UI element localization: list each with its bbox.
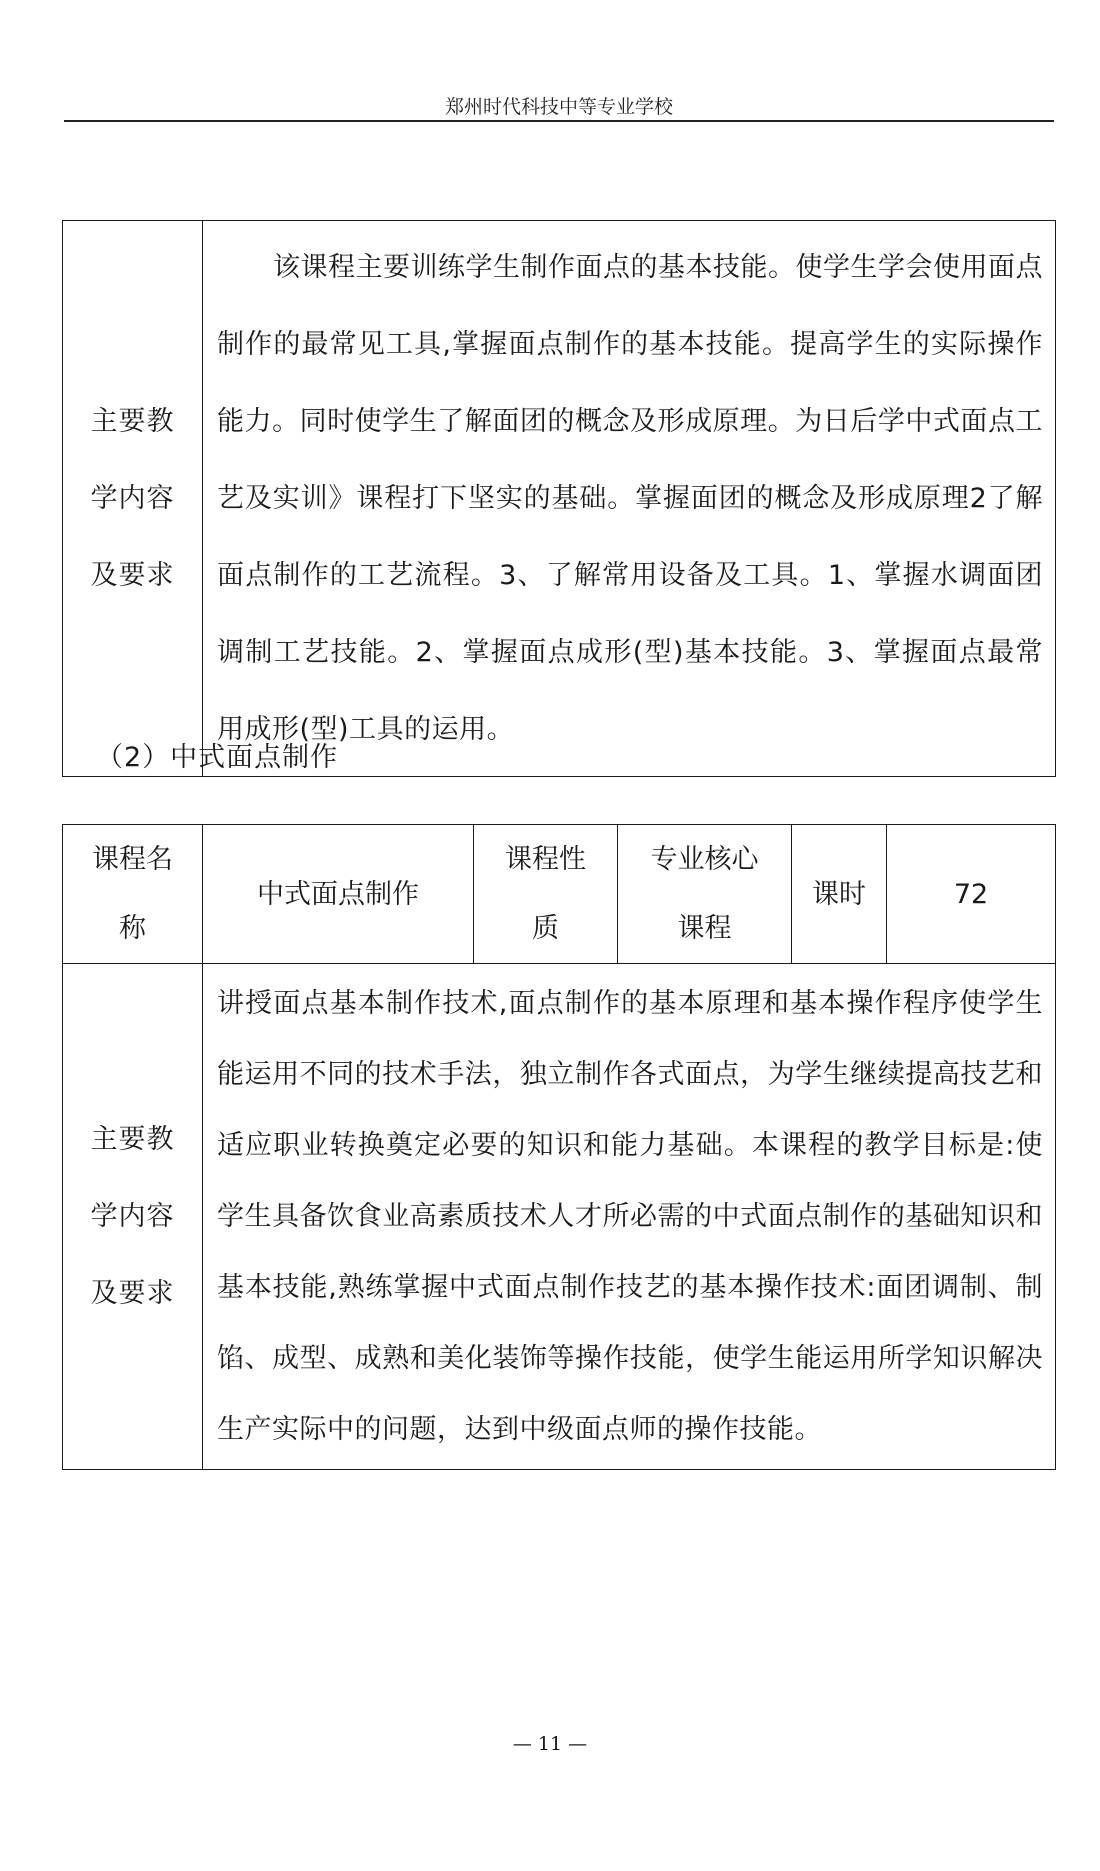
- course-name-label: [63, 825, 203, 964]
- page-header-school-name: 郑州时代科技中等专业学校: [444, 96, 673, 118]
- content-table-1: [62, 220, 1056, 777]
- label-line: 主要教: [90, 1124, 175, 1155]
- label-line: 称: [119, 913, 146, 944]
- value-line: 专业核心: [650, 844, 759, 875]
- value-line: 课程: [677, 913, 732, 944]
- requirements-label: [63, 964, 203, 1470]
- label-line: 主要教: [90, 406, 175, 437]
- table-row: [63, 964, 1056, 1470]
- label-line: 质: [532, 913, 559, 944]
- label-line: 学内容: [90, 483, 175, 514]
- course-type-value: [618, 825, 792, 964]
- requirements-content: 该课程主要训练学生制作面点的基本技能。使学生学会使用面点制作的最常见工具,掌握面点制作的基本技能。提高学生的实际操作能力。同时使学生了解面团的概念及形成原理。为日后学中式面点工艺及实训》课程打下坚实的基础。掌握面团的概念及形成原理2了解面点制作的工艺流程。3、了解常用设备及工具。1、掌握水调面团调制工艺技能。2、掌握面点成形(型)基本技能。3、掌握面点最常用成形(型)工具的运用。: [203, 221, 1056, 777]
- course-table: [62, 824, 1056, 1470]
- course-name-value: 中式面点制作: [203, 825, 474, 964]
- hours-label: 课时: [792, 825, 887, 964]
- label-line: 及要求: [90, 560, 175, 591]
- label-line: 课程性: [505, 844, 586, 875]
- header-rule: [64, 120, 1054, 122]
- label-line: 学内容: [90, 1201, 175, 1232]
- requirements-content: 讲授面点基本制作技术,面点制作的基本原理和基本操作程序使学生能运用不同的技术手法，独立制作各式面点，为学生继续提高技艺和适应职业转换奠定必要的知识和能力基础。本课程的教学目标是:使学生具备饮食业高素质技术人才所必需的中式面点制作的基础知识和基本技能,熟练掌握中式面点制作技艺的基本操作技术:面团调制、制馅、成型、成熟和美化装饰等操作技能，使学生能运用所学知识解决生产实际中的问题，达到中级面点师的操作技能。: [203, 964, 1056, 1470]
- section-title: （2）中式面点制作: [96, 742, 339, 773]
- course-info-row: [63, 825, 1056, 964]
- table-row: [63, 221, 1056, 777]
- requirements-label: [63, 221, 203, 777]
- label-line: 及要求: [90, 1278, 175, 1309]
- hours-value: 72: [887, 825, 1056, 964]
- page-number: — 11 —: [512, 1733, 588, 1755]
- course-type-label: [474, 825, 618, 964]
- label-line: 课程名: [92, 844, 173, 875]
